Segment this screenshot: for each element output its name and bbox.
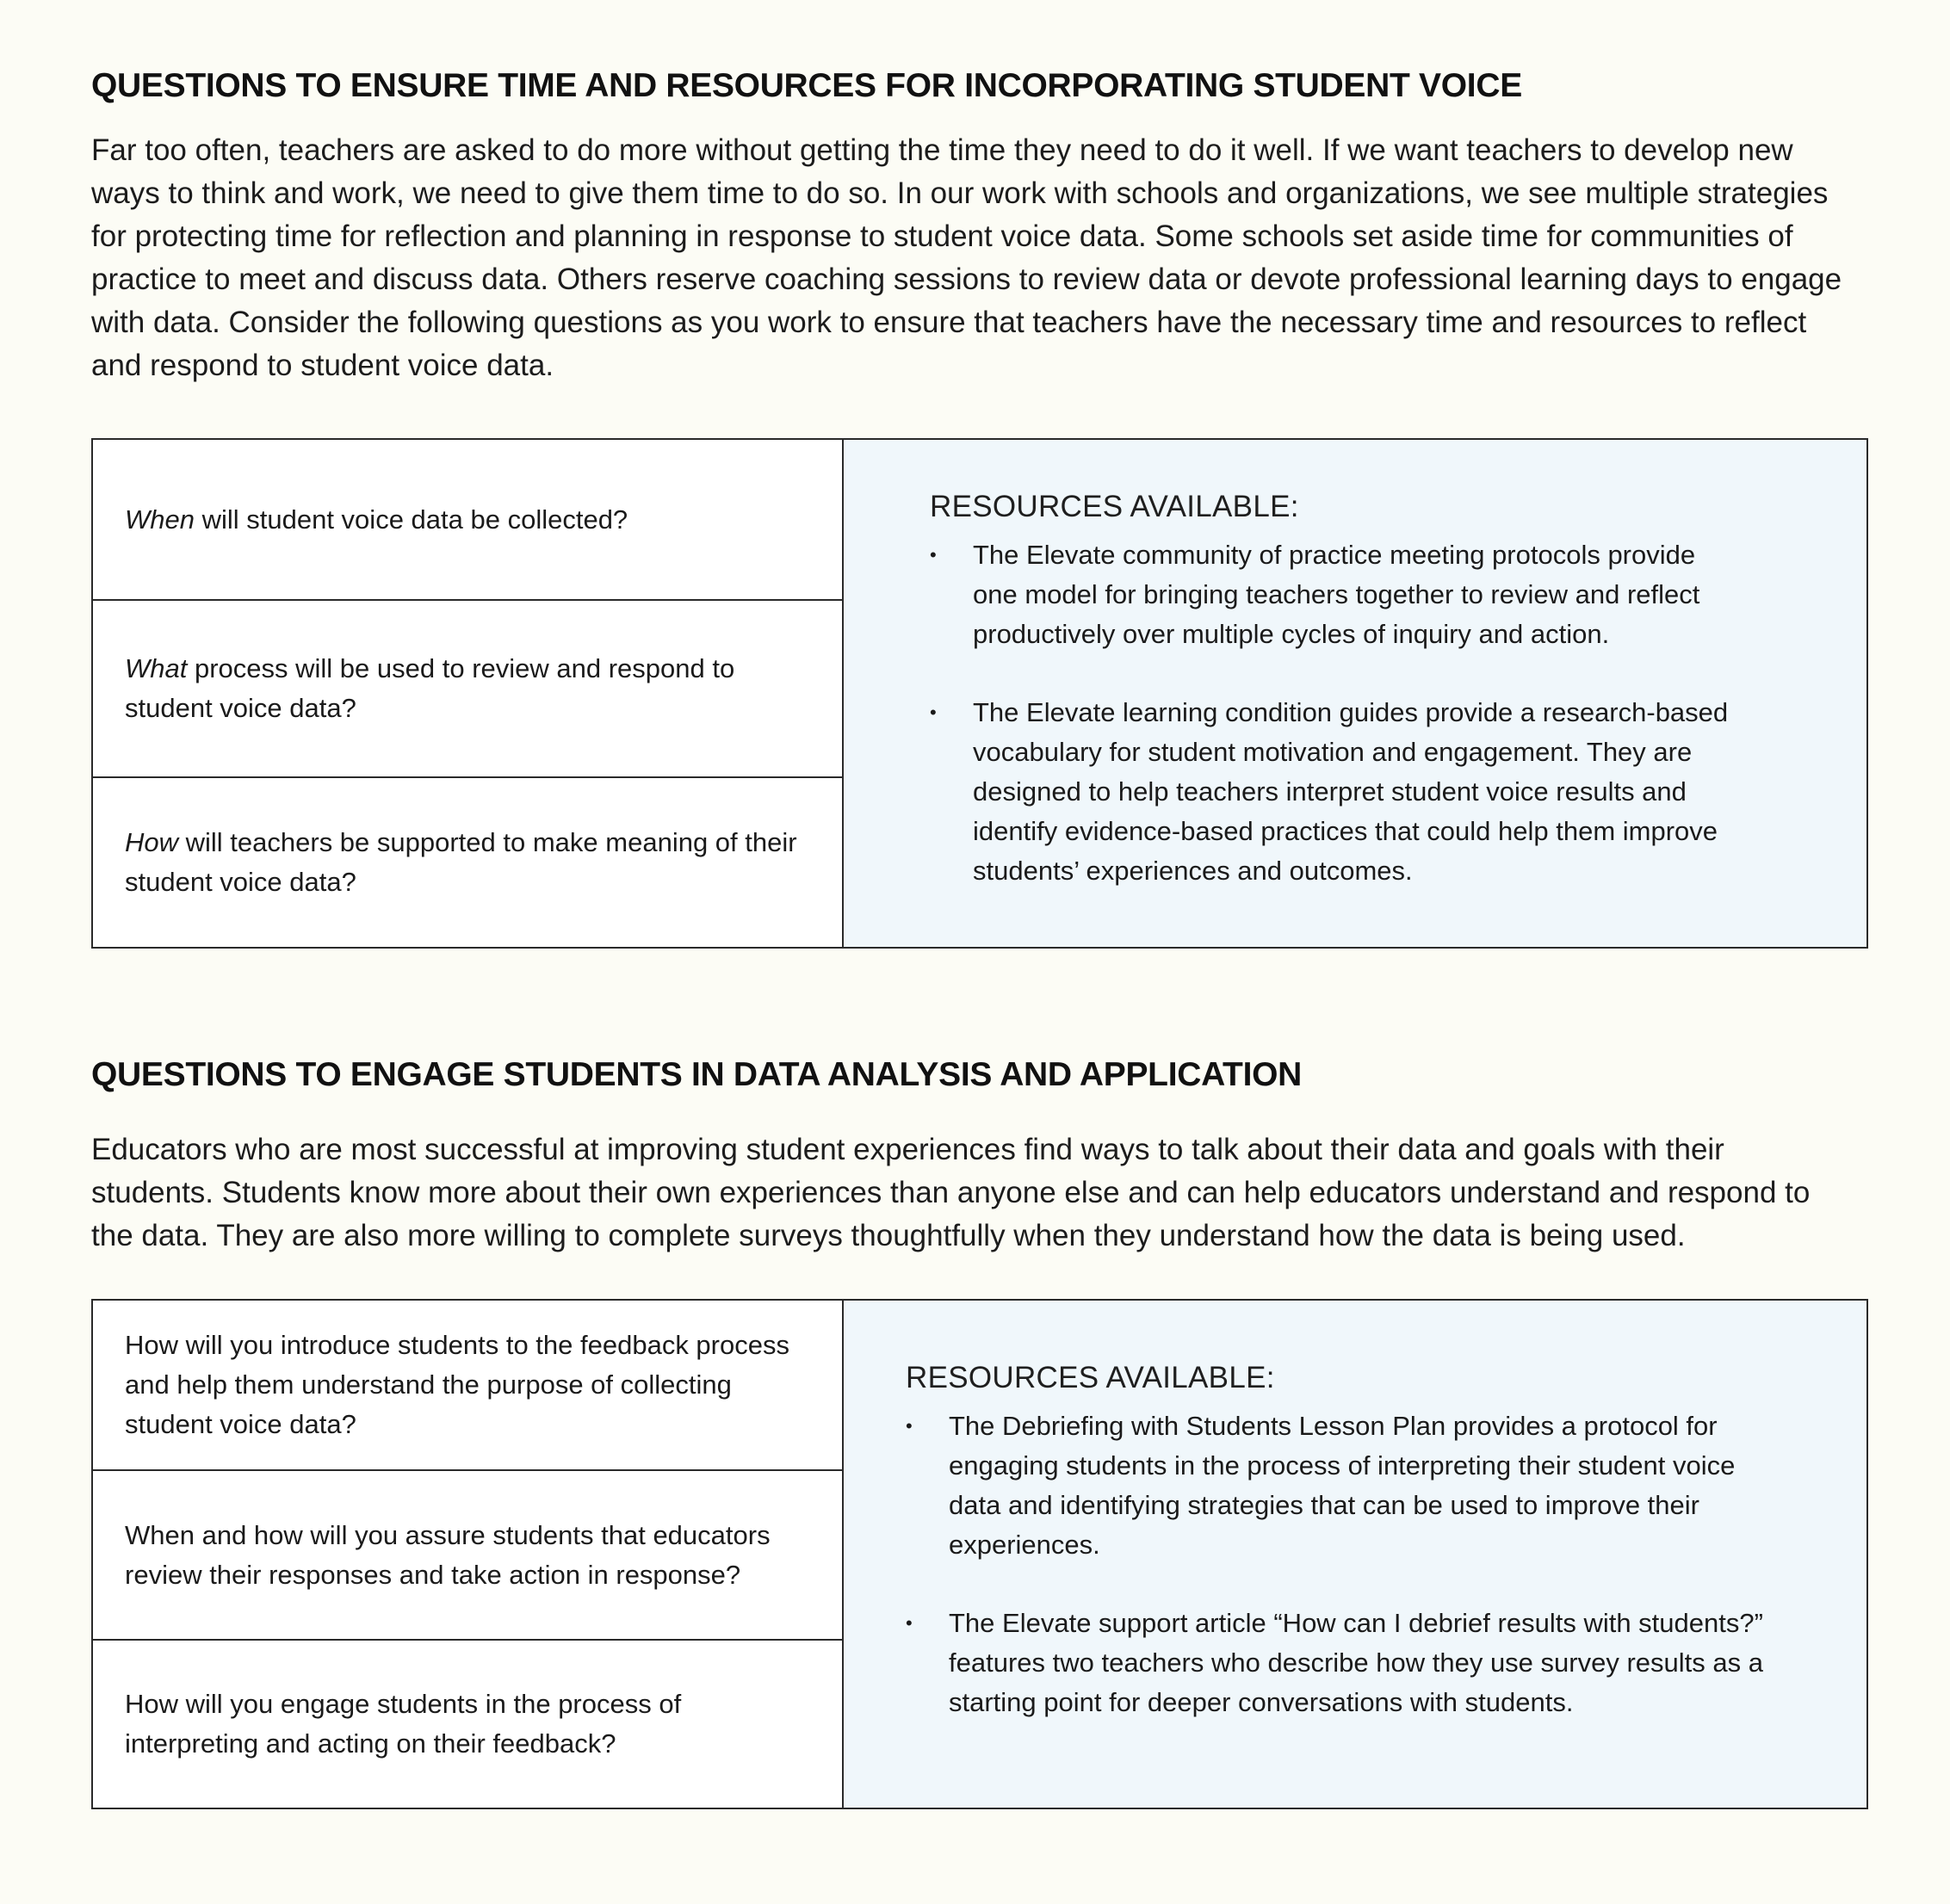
question-cell: When and how will you assure students that educators review their responses and take action in response? <box>93 1471 842 1641</box>
section-2-intro: Educators who are most successful at improving student experiences find ways to talk about their data and goals with their students. Students know more about their own experiences than anyone else and can help educators understand and respond to the data. They are also more willing to complete surveys thoughtfully when they understand how the data is being used. <box>91 1133 1811 1252</box>
section-2-table <box>91 1299 1868 1809</box>
question-cell <box>93 778 842 947</box>
resources-heading: RESOURCES AVAILABLE: <box>906 1361 1275 1394</box>
section-1-title: QUESTIONS TO ENSURE TIME AND RESOURCES FOR INCORPORATING STUDENT VOICE <box>91 67 1522 104</box>
resource-item: • The Elevate learning condition guides provide a research-based vocabulary for student motivation and engagement. They are designed to help teachers interpret student voice results and identify evidence-based practices that could help them improve students’ experiences and outcomes. <box>930 693 1746 891</box>
section-1-intro: Far too often, teachers are asked to do more without getting the time they need to do it well. If we want teachers to develop new ways to think and work, we need to give them time to do so. In our work with schools and organizations, we see multiple strategies for protecting time for reflection and planning in response to student voice data. Some schools set aside time for communities of practice to meet and discuss data. Others reserve coaching sessions to review data or devote professional learning days to engage with data. Consider the following questions as you work to ensure that teachers have the necessary time and resources to reflect and respond to student voice data. <box>91 133 1842 382</box>
resources-heading: RESOURCES AVAILABLE: <box>930 490 1299 523</box>
section-2-resources-panel <box>844 1301 1866 1808</box>
question-text: When will student voice data be collected? <box>125 504 628 535</box>
resource-item: • The Debriefing with Students Lesson Plan provides a protocol for engaging students in the process of interpreting their student voice data and identifying strategies that can be used to improve their experiences. <box>906 1406 1772 1565</box>
bullet-icon: • <box>906 1612 913 1634</box>
section-1-resources-panel <box>844 440 1866 947</box>
bullet-icon: • <box>930 544 937 566</box>
resource-item: • The Elevate support article “How can I debrief results with students?” features two teachers who describe how they use survey results as a starting point for deeper conversations with students. <box>906 1604 1772 1722</box>
question-text: How will teachers be supported to make meaning of their student voice data? <box>125 827 797 897</box>
bullet-icon: • <box>906 1415 913 1437</box>
resource-item: • The Elevate community of practice meeting protocols provide one model for bringing teachers together to review and reflect productively over multiple cycles of inquiry and action. <box>930 535 1746 654</box>
question-text: What process will be used to review and respond to student voice data? <box>125 653 735 723</box>
resources-list <box>930 535 1746 891</box>
question-cell <box>93 601 842 778</box>
question-cell: How will you engage students in the process of interpreting and acting on their feedback? <box>125 1689 682 1759</box>
section-2-questions <box>93 1301 844 1808</box>
bullet-icon: • <box>930 702 937 723</box>
question-cell: How will you introduce students to the feedback process and help them understand the purpose of collecting student voice data? <box>93 1301 842 1471</box>
resources-list <box>906 1406 1772 1722</box>
section-1-table <box>91 438 1868 949</box>
section-1-questions <box>93 440 844 947</box>
question-cell <box>93 440 842 601</box>
section-2-title: QUESTIONS TO ENGAGE STUDENTS IN DATA ANALYSIS AND APPLICATION <box>91 1056 1303 1093</box>
